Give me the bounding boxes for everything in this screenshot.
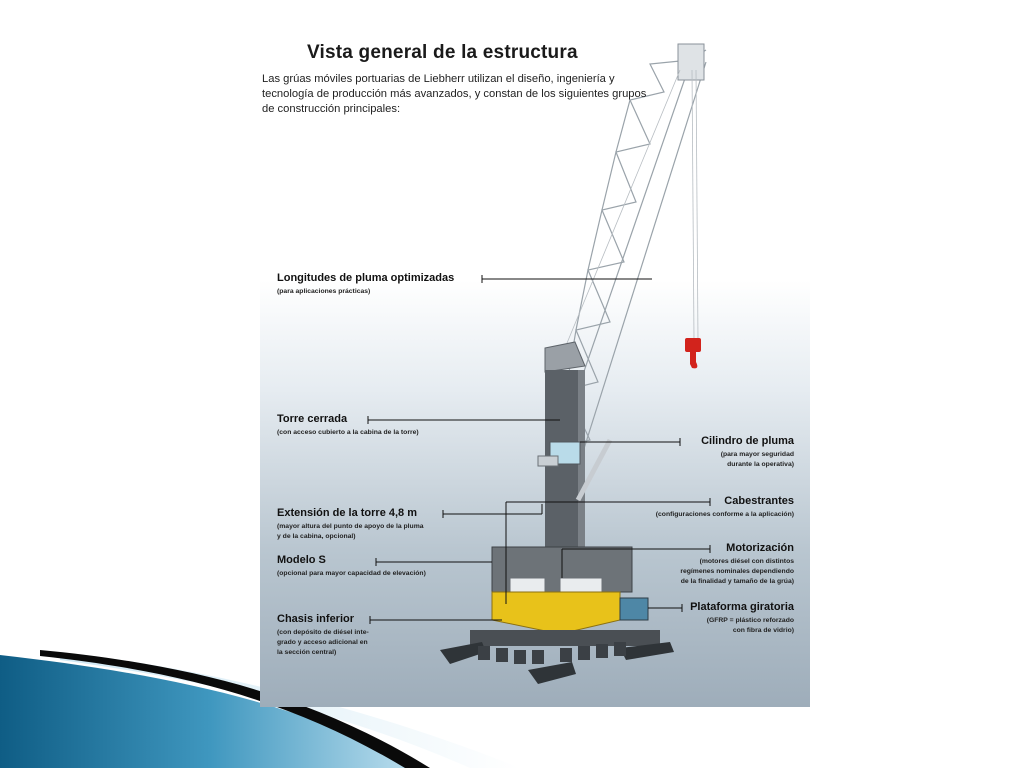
- label-slewing-platform-sub2: con fibra de vidrio): [732, 627, 794, 634]
- label-engine: Motorización: [726, 542, 794, 554]
- label-boom-cylinder: Cilindro de pluma: [701, 435, 794, 447]
- label-undercarriage-sub1: (con depósito de diésel inte-: [277, 629, 369, 636]
- label-tower-extension-sub2: y de la cabina, opcional): [277, 533, 356, 540]
- label-engine-sub1: (motores diésel con distintos: [699, 558, 794, 565]
- intro-text: Las grúas móviles portuarias de Liebherr utilizan el diseño, ingeniería y tecnología de producción más avanzados, y constan de los siguientes grupos de construcción principales:: [262, 73, 647, 115]
- label-undercarriage: Chasis inferior: [277, 613, 355, 625]
- boom-tip: [678, 44, 704, 80]
- label-undercarriage-sub2: grado y acceso adicional en: [277, 639, 368, 646]
- label-slewing-platform-sub1: (GFRP = plástico reforzado: [706, 617, 794, 624]
- label-model-s-sub: (opcional para mayor capacidad de elevación): [277, 570, 426, 577]
- label-tower-extension: Extensión de la torre 4,8 m: [277, 507, 417, 519]
- label-boom-cylinder-sub2: durante la operativa): [727, 461, 794, 468]
- slewing-platform: [492, 592, 620, 634]
- label-closed-tower: Torre cerrada: [277, 413, 348, 425]
- label-model-s: Modelo S: [277, 554, 326, 566]
- outrigger-pads: [440, 642, 674, 684]
- label-boom-cylinder-sub1: (para mayor seguridad: [720, 451, 794, 458]
- label-closed-tower-sub: (con acceso cubierto a la cabina de la torre): [277, 429, 419, 436]
- label-winches-sub: (configuraciones conforme a la aplicación): [655, 511, 794, 518]
- crane-structure-figure: [260, 30, 810, 707]
- hook-block: [685, 338, 701, 368]
- figure-title: Vista general de la estructura: [307, 42, 578, 63]
- tower-top: [545, 342, 585, 372]
- label-undercarriage-sub3: la sección central): [277, 649, 337, 656]
- label-engine-sub2: regímenes nominales dependiendo: [680, 568, 794, 575]
- label-boom-lengths: Longitudes de pluma optimizadas: [277, 272, 455, 284]
- label-tower-extension-sub1: (mayor altura del punto de apoyo de la pluma: [277, 523, 424, 530]
- label-boom-lengths-sub: (para aplicaciones prácticas): [277, 288, 371, 295]
- label-slewing-platform: Plataforma giratoria: [690, 601, 794, 613]
- undercarriage: [470, 630, 660, 646]
- label-winches: Cabestrantes: [724, 495, 794, 507]
- label-engine-sub3: de la finalidad y tamaño de la grúa): [680, 578, 794, 585]
